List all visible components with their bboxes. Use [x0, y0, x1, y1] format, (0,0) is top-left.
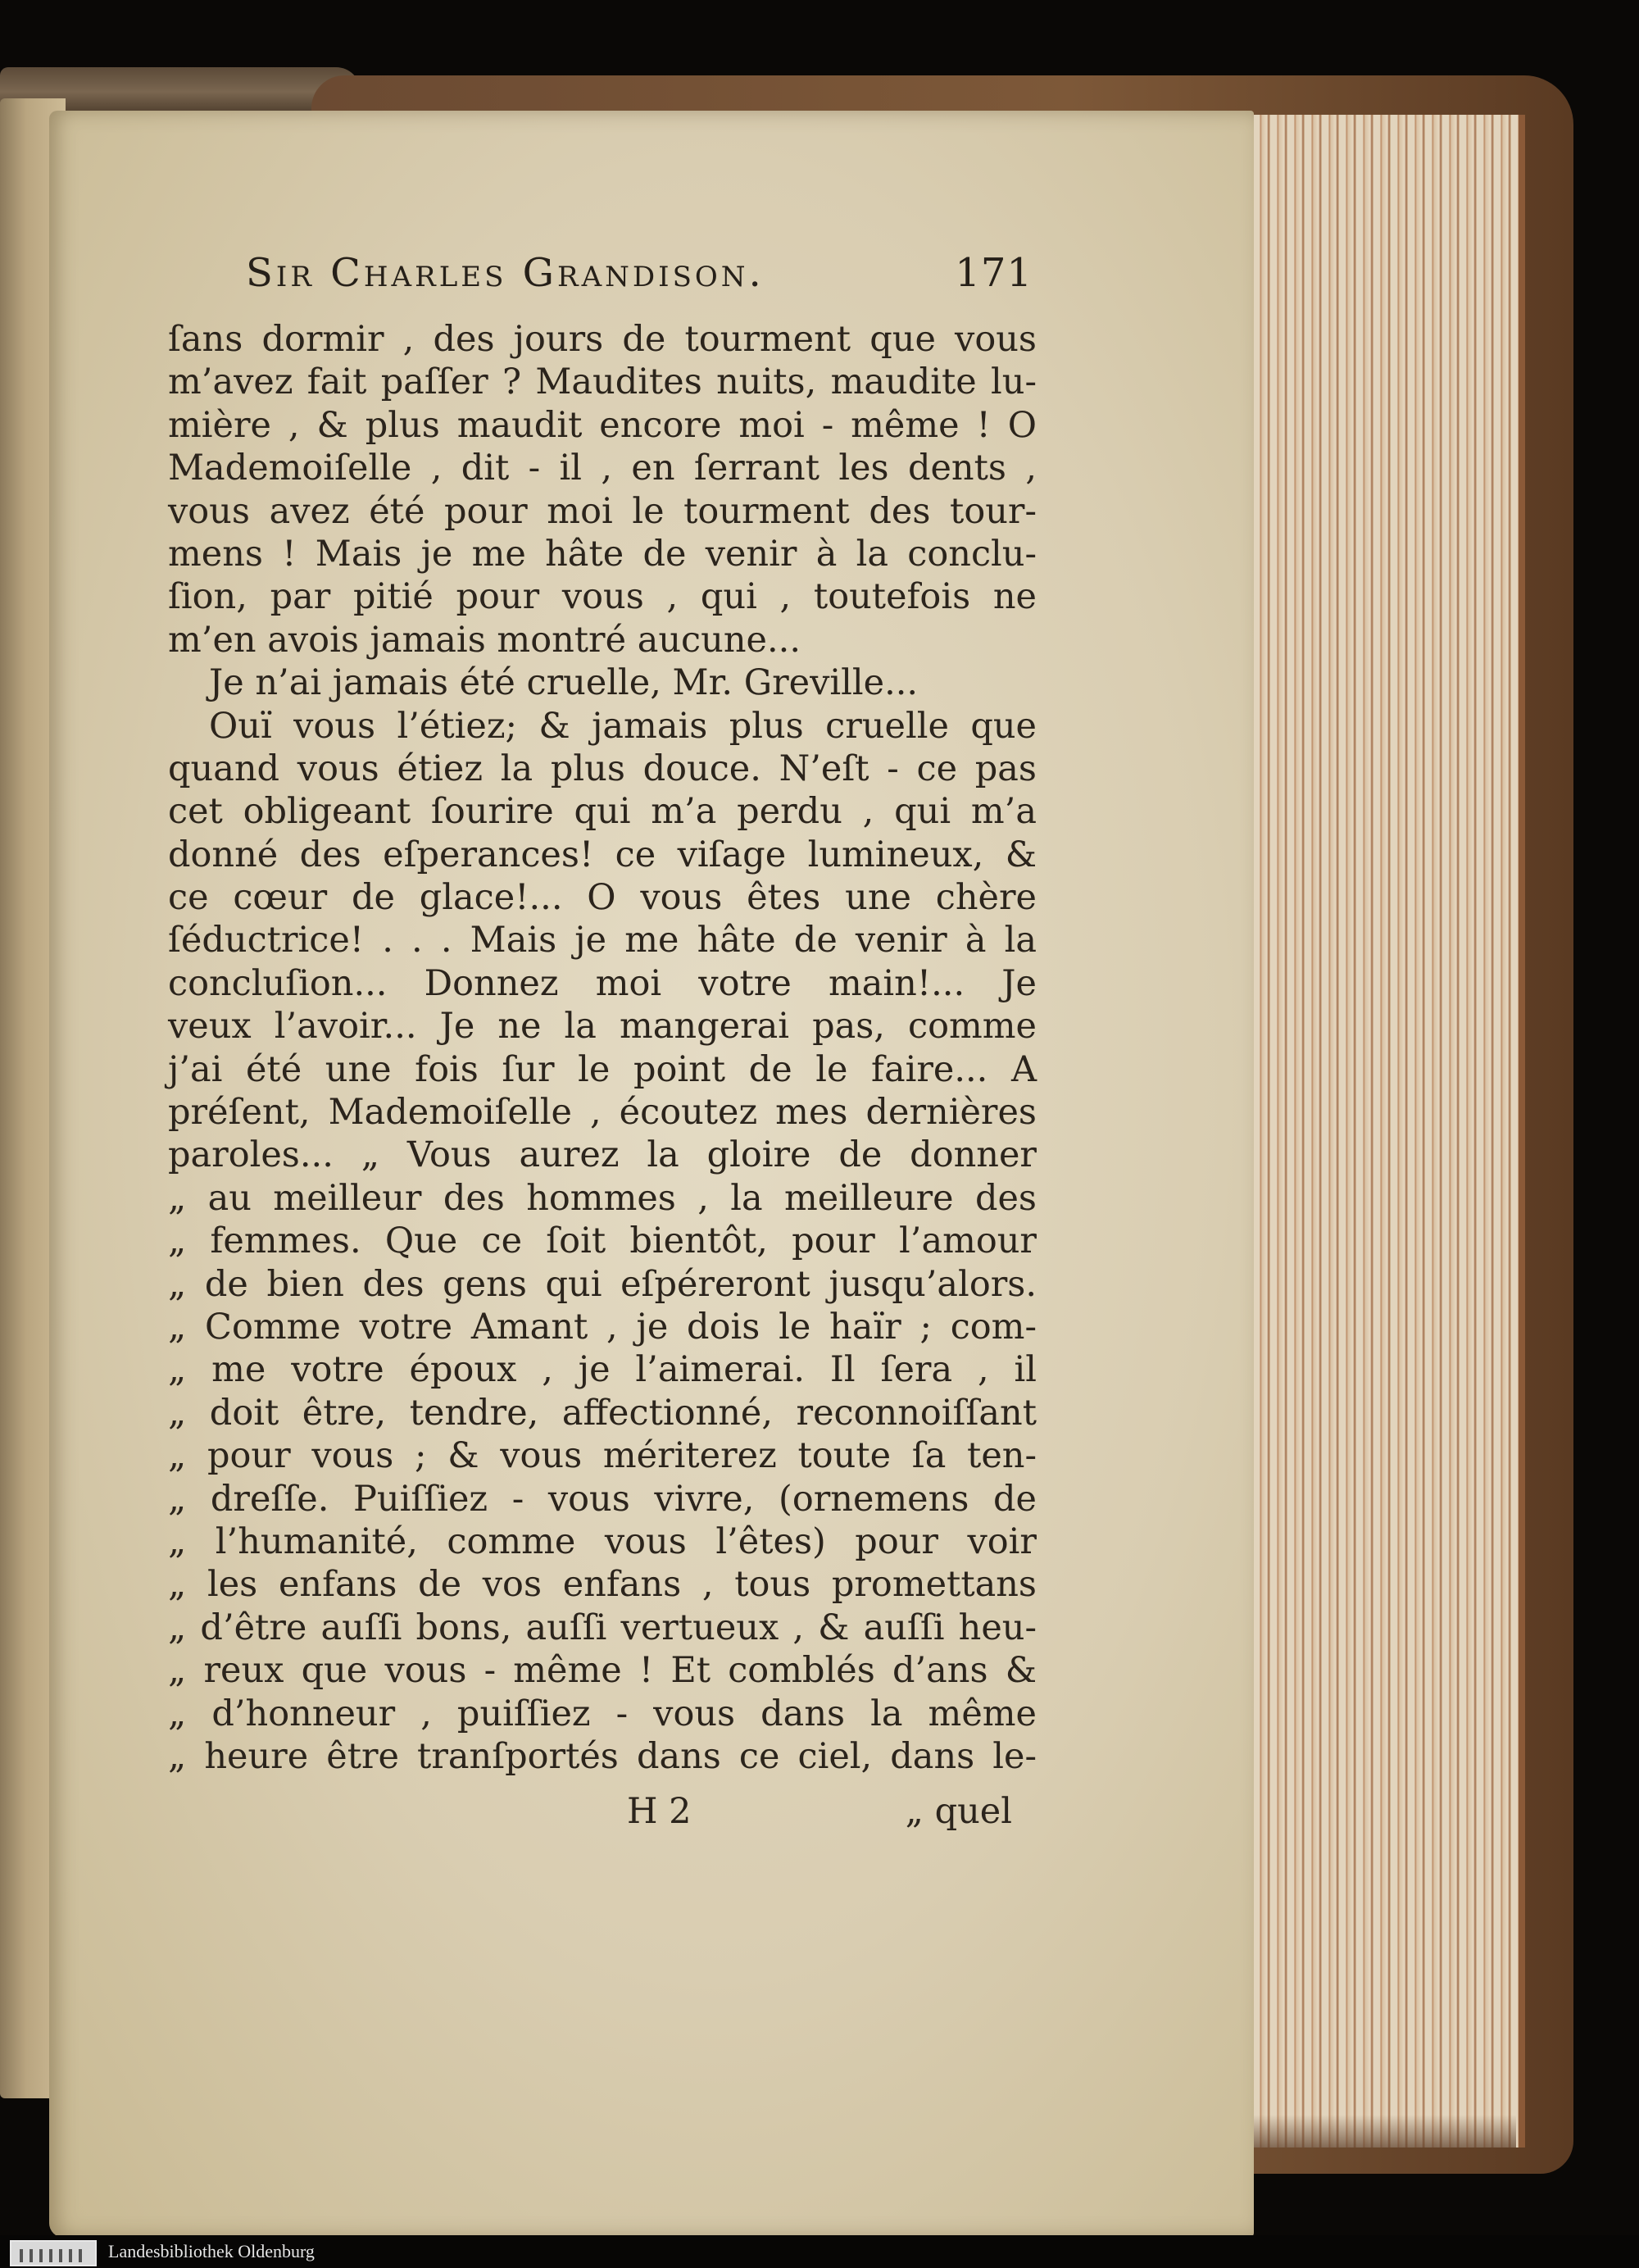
text-line: ce cœur de glace!... O vous êtes une chère	[168, 877, 1037, 919]
page-number: 171	[955, 250, 1033, 296]
text-line: donné des eſperances! ce viſage lumineux, &	[168, 834, 1037, 875]
text-line: ſans dormir , des jours de tourment que vous	[168, 319, 1037, 360]
signature-mark: H 2	[627, 1791, 692, 1832]
text-line: Je n’ai jamais été cruelle, Mr. Greville...	[209, 662, 919, 704]
running-header	[246, 250, 1033, 309]
text-line: j’ai été une fois ſur le point de le faire... A	[168, 1048, 1037, 1090]
text-line: préſent, Mademoiſelle , écoutez mes dernières	[168, 1092, 1037, 1134]
text-line: vous avez été pour moi le tourment des tour-	[168, 490, 1037, 532]
text-line: m’avez fait paſſer ? Maudites nuits, maudite lu-	[168, 361, 1037, 403]
text-line: „ les enfans de vos enfans , tous promettans	[168, 1564, 1037, 1606]
text-line: concluſion... Donnez moi votre main!... Je	[168, 962, 1037, 1004]
library-name: Landesbibliothek Oldenburg	[108, 2241, 315, 2261]
running-title: Sir Charles Grandison.	[246, 250, 765, 296]
library-logo	[10, 2240, 97, 2266]
text-line: „ femmes. Que ce ſoit bientôt, pour l’amour	[168, 1220, 1037, 1262]
text-line: cet obligeant ſourire qui m’a perdu , qui m’a	[168, 791, 1037, 833]
text-line: Ouï vous l’étiez; & jamais plus cruelle que	[209, 705, 1037, 747]
body-text	[168, 318, 1037, 1778]
text-line: „ me votre époux , je l’aimerai. Il ſera , il	[168, 1349, 1037, 1391]
text-line: „ heure être tranſportés dans ce ciel, dans le-	[168, 1735, 1037, 1777]
text-line: mière , & plus maudit encore moi - même ! O	[168, 404, 1037, 446]
text-line: ſion, par pitié pour vous , qui , toutefois ne	[168, 576, 1037, 618]
text-line: ſéductrice! . . . Mais je me hâte de venir à la	[168, 920, 1037, 961]
text-line: veux l’avoir... Je ne la mangerai pas, comme	[168, 1006, 1037, 1048]
text-line: „ doit être, tendre, affectionné, reconnoiſſant	[168, 1392, 1037, 1434]
text-line: „ Comme votre Amant , je dois le haïr ; com-	[168, 1306, 1037, 1348]
text-line: quand vous étiez la plus douce. N’eſt - ce pas	[168, 748, 1037, 789]
text-line: „ de bien des gens qui eſpéreront jusqu’alors.	[168, 1263, 1037, 1305]
text-line: paroles... „ Vous aurez la gloire de donner	[168, 1134, 1037, 1176]
text-line: „ pour vous ; & vous mériterez toute ſa ten-	[168, 1435, 1037, 1477]
fore-edge-shadow	[1233, 2115, 1516, 2148]
text-line: „ l’humanité, comme vous l’êtes) pour voir	[168, 1520, 1037, 1562]
page-fore-edge	[1233, 115, 1525, 2148]
text-line: „ dreſſe. Puiſſiez - vous vivre, (ornemens de	[168, 1478, 1037, 1520]
text-line: „ d’honneur , puiſſiez - vous dans la même	[168, 1693, 1037, 1734]
page-footer	[168, 1791, 1012, 1840]
text-line: „ au meilleur des hommes , la meilleure des	[168, 1177, 1037, 1219]
text-line: m’en avois jamais montré aucune...	[168, 619, 801, 661]
text-line: „ reux que vous - même ! Et comblés d’ans &	[168, 1650, 1037, 1692]
catchword: „ quel	[905, 1791, 1012, 1832]
text-line: mens ! Mais je me hâte de venir à la conclu-	[168, 533, 1037, 575]
text-line: Mademoiſelle , dit - il , en ſerrant les dents ,	[168, 448, 1037, 489]
text-line: „ d’être auſſi bons, auſſi vertueux , & auſſi heu-	[168, 1607, 1037, 1648]
